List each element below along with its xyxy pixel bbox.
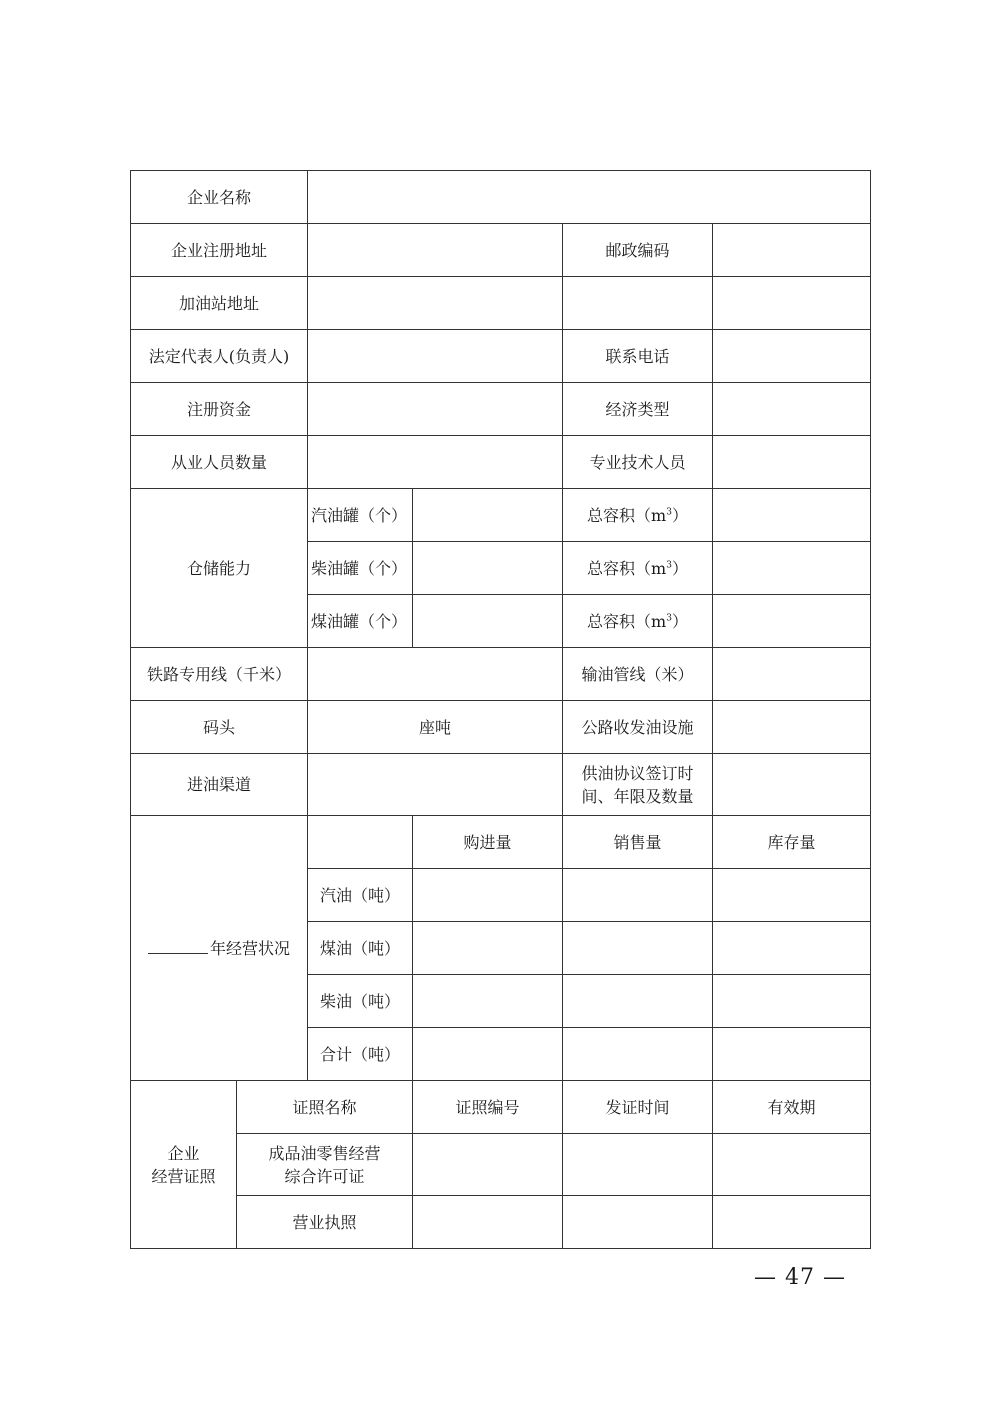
kerosene-volume-field[interactable] [713, 595, 871, 648]
phone-label: 联系电话 [563, 330, 713, 383]
dock-field[interactable]: 座吨 [308, 701, 563, 754]
staff-count-label: 从业人员数量 [131, 436, 308, 489]
phone-field[interactable] [713, 330, 871, 383]
railway-field[interactable] [308, 648, 563, 701]
staff-count-field[interactable] [308, 436, 563, 489]
page-number: — 47 — [754, 1265, 846, 1290]
kerosene-tank-label: 煤油罐（个） [308, 595, 413, 648]
supply-channel-field[interactable] [308, 754, 563, 816]
gasoline-volume-label: 总容积$(m^3)$ [563, 489, 713, 542]
enterprise-name-field[interactable] [308, 171, 871, 224]
reg-address-label: 企业注册地址 [131, 224, 308, 277]
postal-code-field[interactable] [713, 224, 871, 277]
station-address-extra-field-2[interactable] [713, 277, 871, 330]
business-license-issue-date[interactable] [563, 1196, 713, 1249]
capital-field[interactable] [308, 383, 563, 436]
road-facility-field[interactable] [713, 701, 871, 754]
retail-license-validity[interactable] [713, 1134, 871, 1196]
license-issue-date-header: 发证时间 [563, 1081, 713, 1134]
gasoline-volume-field[interactable] [713, 489, 871, 542]
business-license-validity[interactable] [713, 1196, 871, 1249]
postal-code-label: 邮政编码 [563, 224, 713, 277]
year-blank[interactable] [148, 939, 208, 954]
license-number-header: 证照编号 [413, 1081, 563, 1134]
tech-staff-field[interactable] [713, 436, 871, 489]
pipeline-label: 输油管线（米） [563, 648, 713, 701]
sales-header: 销售量 [563, 816, 713, 869]
dock-label: 码头 [131, 701, 308, 754]
ops-gasoline-inventory[interactable] [713, 869, 871, 922]
storage-capacity-label: 仓储能力 [131, 489, 308, 648]
diesel-volume-label: 总容积$(m^3)$ [563, 542, 713, 595]
pipeline-field[interactable] [713, 648, 871, 701]
retail-license-number[interactable] [413, 1134, 563, 1196]
ops-gasoline-purchase[interactable] [413, 869, 563, 922]
ops-gasoline-label: 汽油（吨） [308, 869, 413, 922]
capital-label: 注册资金 [131, 383, 308, 436]
tech-staff-label: 专业技术人员 [563, 436, 713, 489]
ops-diesel-inventory[interactable] [713, 975, 871, 1028]
purchase-header: 购进量 [413, 816, 563, 869]
supply-agreement-field[interactable] [713, 754, 871, 816]
economic-type-field[interactable] [713, 383, 871, 436]
reg-address-field[interactable] [308, 224, 563, 277]
ops-gasoline-sales[interactable] [563, 869, 713, 922]
gasoline-tank-field[interactable] [413, 489, 563, 542]
station-address-extra-field[interactable] [563, 277, 713, 330]
legal-rep-field[interactable] [308, 330, 563, 383]
ops-diesel-purchase[interactable] [413, 975, 563, 1028]
retail-license-issue-date[interactable] [563, 1134, 713, 1196]
legal-rep-label: 法定代表人(负责人) [131, 330, 308, 383]
ops-total-inventory[interactable] [713, 1028, 871, 1081]
inventory-header: 库存量 [713, 816, 871, 869]
enterprise-name-label: 企业名称 [131, 171, 308, 224]
retail-license-label: 成品油零售经营 综合许可证 [237, 1134, 413, 1196]
station-address-label: 加油站地址 [131, 277, 308, 330]
annual-operations-label: 年经营状况 [131, 816, 308, 1081]
gasoline-tank-label: 汽油罐（个） [308, 489, 413, 542]
ops-diesel-label: 柴油（吨） [308, 975, 413, 1028]
application-form-table [130, 170, 871, 1249]
ops-total-purchase[interactable] [413, 1028, 563, 1081]
license-validity-header: 有效期 [713, 1081, 871, 1134]
diesel-tank-label: 柴油罐（个） [308, 542, 413, 595]
ops-diesel-sales[interactable] [563, 975, 713, 1028]
diesel-volume-field[interactable] [713, 542, 871, 595]
road-facility-label: 公路收发油设施 [563, 701, 713, 754]
ops-kerosene-purchase[interactable] [413, 922, 563, 975]
ops-total-sales[interactable] [563, 1028, 713, 1081]
operations-corner [308, 816, 413, 869]
diesel-tank-field[interactable] [413, 542, 563, 595]
kerosene-volume-label: 总容积$(m^3)$ [563, 595, 713, 648]
supply-channel-label: 进油渠道 [131, 754, 308, 816]
business-license-label: 营业执照 [237, 1196, 413, 1249]
ops-total-label: 合计（吨） [308, 1028, 413, 1081]
ops-kerosene-label: 煤油（吨） [308, 922, 413, 975]
station-address-field[interactable] [308, 277, 563, 330]
licenses-label: 企业 经营证照 [131, 1081, 237, 1249]
business-license-number[interactable] [413, 1196, 563, 1249]
kerosene-tank-field[interactable] [413, 595, 563, 648]
economic-type-label: 经济类型 [563, 383, 713, 436]
ops-kerosene-sales[interactable] [563, 922, 713, 975]
ops-kerosene-inventory[interactable] [713, 922, 871, 975]
license-name-header: 证照名称 [237, 1081, 413, 1134]
railway-label: 铁路专用线（千米） [131, 648, 308, 701]
supply-agreement-label: 供油协议签订时 间、年限及数量 [563, 754, 713, 816]
